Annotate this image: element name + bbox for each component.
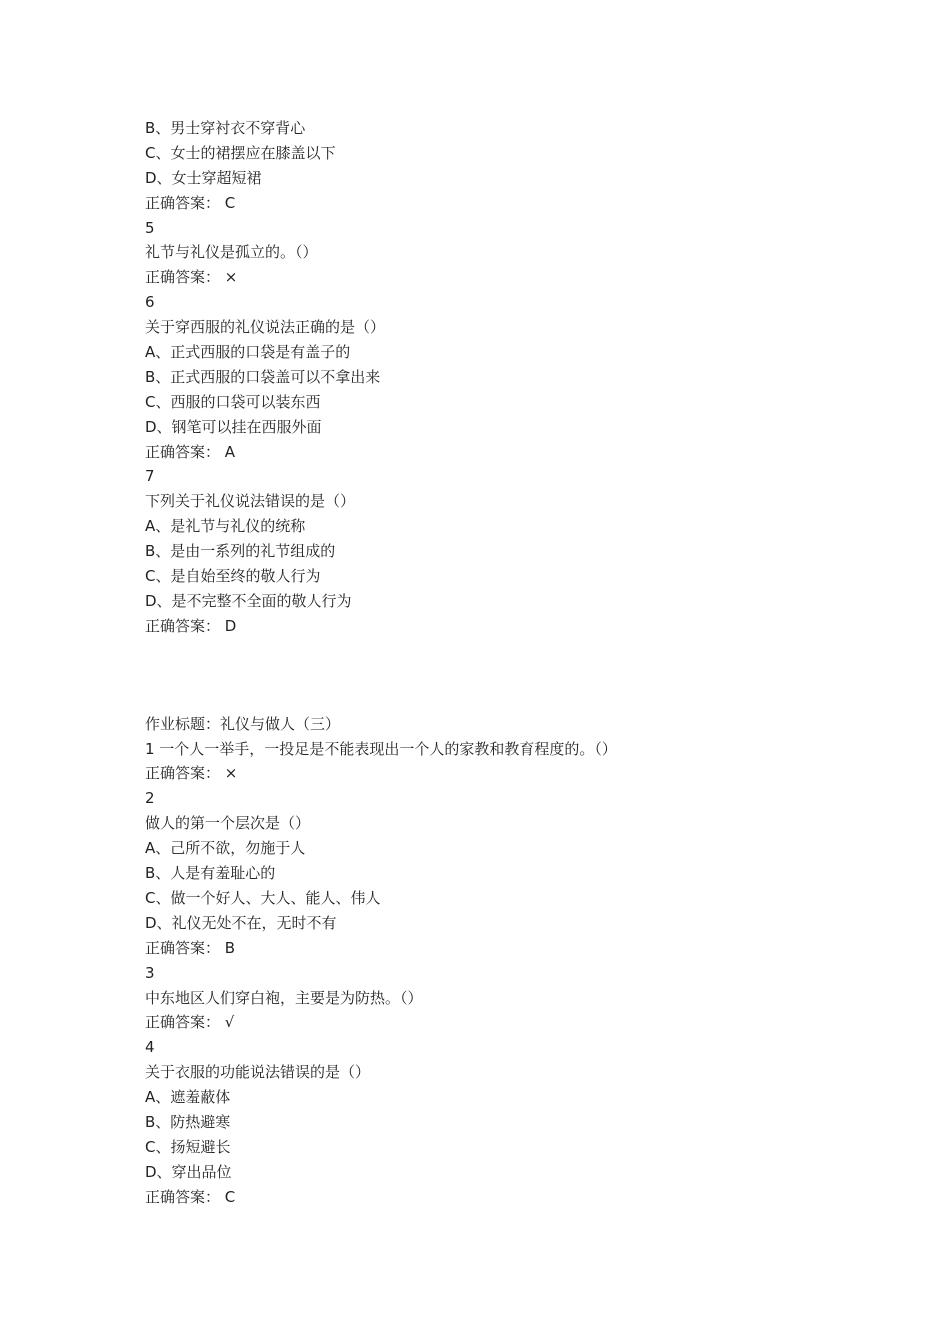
text-line: 5	[145, 218, 155, 237]
text-line: 正确答案： √	[145, 1013, 235, 1032]
text-line: B、正式西服的口袋盖可以不拿出来	[145, 367, 381, 386]
text-line: 做人的第一个层次是（）	[145, 814, 311, 833]
homework-block-previous	[145, 116, 905, 639]
section-gap	[145, 639, 905, 712]
homework-block-etiquette-3	[145, 712, 905, 1210]
text-line: 正确答案： C	[145, 1187, 236, 1206]
text-line: 正确答案： B	[145, 938, 236, 957]
text-line: B、人是有羞耻心的	[145, 864, 276, 883]
text-line: 礼节与礼仪是孤立的。（）	[145, 243, 318, 262]
text-line: 正确答案： A	[145, 442, 236, 461]
text-line: 关于衣服的功能说法错误的是（）	[145, 1063, 371, 1082]
text-line: B、防热避寒	[145, 1112, 231, 1131]
text-line: 2	[145, 789, 155, 808]
text-line: 7	[145, 467, 155, 486]
text-line: 中东地区人们穿白袍，主要是为防热。（）	[145, 988, 423, 1007]
text-line: 1 一个人一举手，一投足是不能表现出一个人的家教和教育程度的。（）	[145, 739, 617, 758]
text-line: A、己所不欲，勿施于人	[145, 839, 306, 858]
text-line: D、钢笔可以挂在西服外面	[145, 417, 322, 436]
text-line: C、西服的口袋可以装东西	[145, 392, 321, 411]
text-line: A、正式西服的口袋是有盖子的	[145, 343, 351, 362]
text-line: D、礼仪无处不在，无时不有	[145, 913, 337, 932]
text-line: 正确答案： C	[145, 193, 236, 212]
text-line: B、男士穿衬衣不穿背心	[145, 119, 306, 137]
text-line: 正确答案： ×	[145, 764, 238, 783]
document-page	[145, 116, 905, 1210]
text-line: A、是礼节与礼仪的统称	[145, 517, 306, 536]
text-line: C、扬短避长	[145, 1137, 231, 1156]
text-line: 3	[145, 963, 155, 982]
text-line: B、是由一系列的礼节组成的	[145, 542, 336, 561]
text-line: C、女士的裙摆应在膝盖以下	[145, 143, 336, 162]
text-line: 6	[145, 293, 155, 312]
text-line: 关于穿西服的礼仪说法正确的是（）	[145, 318, 386, 337]
text-line: 正确答案： D	[145, 616, 237, 635]
text-line: D、穿出品位	[145, 1162, 232, 1181]
text-line: 下列关于礼仪说法错误的是（）	[145, 492, 356, 511]
text-line: A、遮羞蔽体	[145, 1088, 231, 1107]
text-line: C、做一个好人、大人、能人、伟人	[145, 888, 381, 907]
text-line: D、女士穿超短裙	[145, 168, 262, 187]
text-line: 作业标题：礼仪与做人（三）	[145, 714, 341, 733]
text-line: D、是不完整不全面的敬人行为	[145, 591, 352, 610]
text-line: 正确答案： ×	[145, 268, 238, 287]
text-line: 4	[145, 1038, 155, 1057]
text-line: C、是自始至终的敬人行为	[145, 567, 321, 586]
